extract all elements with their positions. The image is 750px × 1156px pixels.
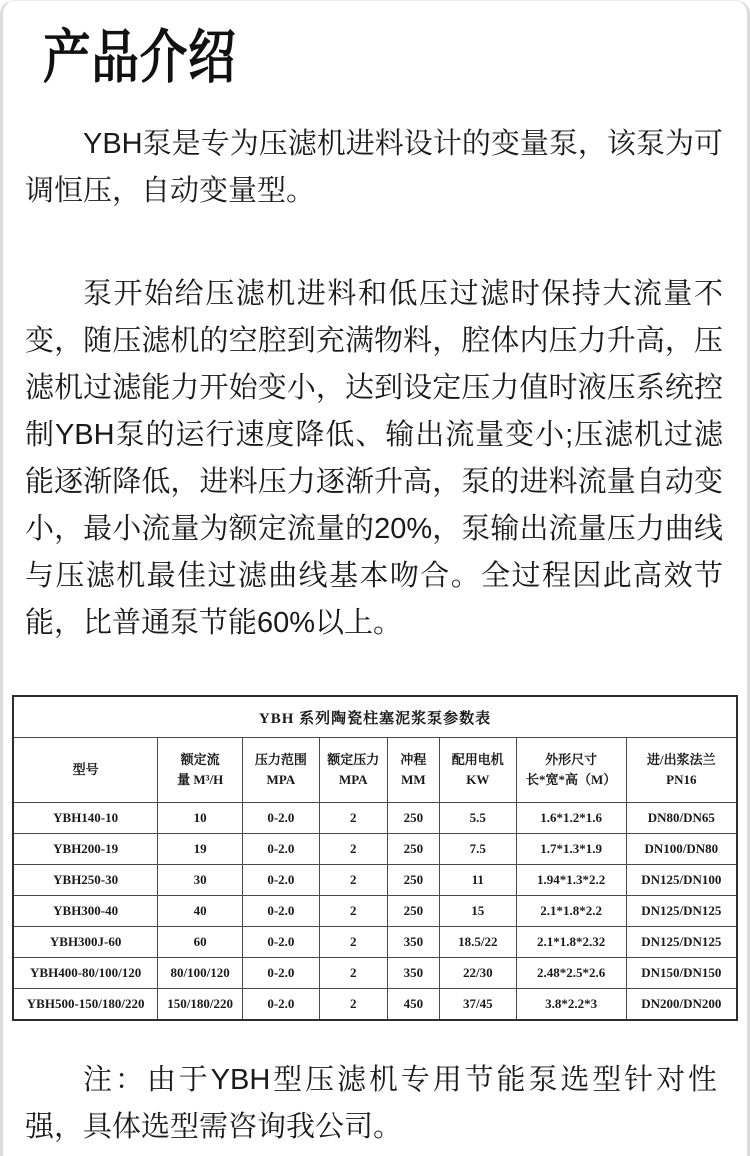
table-cell: YBH200-19 xyxy=(13,834,158,865)
table-cell: 22/30 xyxy=(439,958,516,989)
table-body xyxy=(13,803,737,1021)
table-cell: DN150/DN150 xyxy=(626,958,737,989)
table-cell: 350 xyxy=(387,927,439,958)
table-cell: 2 xyxy=(319,958,387,989)
table-cell: YBH250-30 xyxy=(13,865,158,896)
table-cell: 1.6*1.2*1.6 xyxy=(516,803,626,834)
table-cell: 7.5 xyxy=(439,834,516,865)
table-header-cell: 配用电机 KW xyxy=(439,738,516,803)
table-cell: 11 xyxy=(439,865,516,896)
table-cell: 2 xyxy=(319,989,387,1021)
table-cell: DN125/DN100 xyxy=(626,865,737,896)
table-cell: 80/100/120 xyxy=(158,958,243,989)
table-header-cell: 型号 xyxy=(13,738,158,803)
table-cell: 15 xyxy=(439,896,516,927)
table-cell: 250 xyxy=(387,865,439,896)
table-row xyxy=(13,834,737,865)
table-cell: 1.7*1.3*1.9 xyxy=(516,834,626,865)
table-cell: YBH300J-60 xyxy=(13,927,158,958)
table-cell: 450 xyxy=(387,989,439,1021)
table-cell: YBH140-10 xyxy=(13,803,158,834)
description-paragraph: 泵开始给压滤机进料和低压过滤时保持大流量不变，随压滤机的空腔到充满物料，腔体内压力升高，压滤机过滤能力开始变小，达到设定压力值时液压系统控制YBH泵的运行速度降低、输出流量变小;压滤机过滤能逐渐降低，进料压力逐渐升高，泵的进料流量自动变小，最小流量为额定流量的20%，泵输出流量压力曲线与压滤机最佳过滤曲线基本吻合。全过程因此高效节能，比普通泵节能60%以上。 xyxy=(25,278,723,639)
table-cell: 40 xyxy=(158,896,243,927)
table-header-cell: 额定压力 MPA xyxy=(319,738,387,803)
table-title-row xyxy=(13,696,737,738)
table-cell: 2 xyxy=(319,896,387,927)
table-cell: 1.94*1.3*2.2 xyxy=(516,865,626,896)
table-cell: 0-2.0 xyxy=(243,896,320,927)
table-cell: 2.1*1.8*2.2 xyxy=(516,896,626,927)
table-row xyxy=(13,958,737,989)
table-cell: 2.1*1.8*2.32 xyxy=(516,927,626,958)
table-cell: 150/180/220 xyxy=(158,989,243,1021)
table-cell: 250 xyxy=(387,896,439,927)
spec-table xyxy=(12,695,738,1021)
table-row xyxy=(13,927,737,958)
table-cell: 5.5 xyxy=(439,803,516,834)
table-header-row xyxy=(13,738,737,803)
table-cell: 350 xyxy=(387,958,439,989)
table-cell: 19 xyxy=(158,834,243,865)
table-header-cell: 冲程 MM xyxy=(387,738,439,803)
table-cell: 60 xyxy=(158,927,243,958)
table-row xyxy=(13,989,737,1021)
table-cell: DN200/DN200 xyxy=(626,989,737,1021)
table-cell: 2 xyxy=(319,803,387,834)
table-header-cell: 压力范围 MPA xyxy=(243,738,320,803)
table-cell: 18.5/22 xyxy=(439,927,516,958)
table-cell: YBH400-80/100/120 xyxy=(13,958,158,989)
table-row xyxy=(13,865,737,896)
table-cell: YBH500-150/180/220 xyxy=(13,989,158,1021)
table-cell: DN80/DN65 xyxy=(626,803,737,834)
table-row xyxy=(13,896,737,927)
table-cell: 0-2.0 xyxy=(243,865,320,896)
table-cell: 3.8*2.2*3 xyxy=(516,989,626,1021)
table-cell: 37/45 xyxy=(439,989,516,1021)
table-header-cell: 进/出浆法兰 PN16 xyxy=(626,738,737,803)
table-cell: 2 xyxy=(319,834,387,865)
table-cell: DN125/DN125 xyxy=(626,896,737,927)
table-cell: 0-2.0 xyxy=(243,989,320,1021)
table-cell: 250 xyxy=(387,834,439,865)
table-cell: 10 xyxy=(158,803,243,834)
table-cell: 0-2.0 xyxy=(243,958,320,989)
page-title: 产品介绍 xyxy=(43,25,237,90)
table-cell: 0-2.0 xyxy=(243,834,320,865)
table-cell: 2.48*2.5*2.6 xyxy=(516,958,626,989)
table-cell: 2 xyxy=(319,927,387,958)
table-header-cell: 额定流 量 M³/H xyxy=(158,738,243,803)
table-cell: 250 xyxy=(387,803,439,834)
note-text: 注：由于YBH型压滤机专用节能泵选型针对性强，具体选型需咨询我公司。 xyxy=(25,1064,717,1143)
table-title: YBH 系列陶瓷柱塞泥浆泵参数表 xyxy=(13,696,737,738)
table-cell: 2 xyxy=(319,865,387,896)
table-header-cell: 外形尺寸 长*宽*高（M） xyxy=(516,738,626,803)
table-cell: DN125/DN125 xyxy=(626,927,737,958)
table-row xyxy=(13,803,737,834)
intro-paragraph: YBH泵是专为压滤机进料设计的变量泵，该泵为可调恒压，自动变量型。 xyxy=(25,128,723,207)
table-cell: 0-2.0 xyxy=(243,803,320,834)
table-cell: 30 xyxy=(158,865,243,896)
table-cell: YBH300-40 xyxy=(13,896,158,927)
table-cell: DN100/DN80 xyxy=(626,834,737,865)
table-cell: 0-2.0 xyxy=(243,927,320,958)
